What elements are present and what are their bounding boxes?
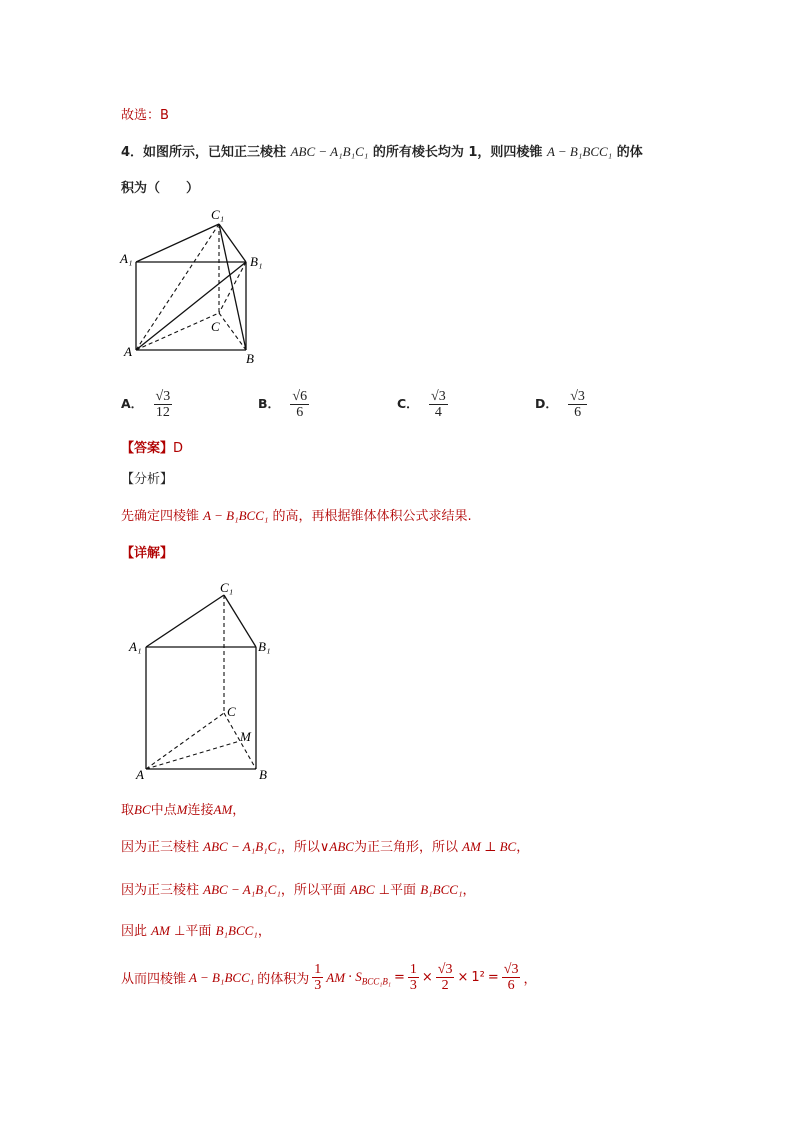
option-c bbox=[397, 389, 448, 420]
solution-line-1: 取BC中点M连接AM， bbox=[121, 802, 246, 818]
option-b-letter: B． bbox=[258, 396, 281, 411]
analysis-expression: A − B₁BCC₁ bbox=[203, 508, 269, 523]
question-number: 4． bbox=[121, 145, 144, 160]
label-m: M bbox=[240, 729, 251, 744]
fraction-root3-over-2: $\frac{√3}{2}$ bbox=[437, 962, 453, 993]
option-d bbox=[535, 389, 587, 420]
label-a: A bbox=[124, 344, 132, 359]
prism-figure-1 bbox=[118, 205, 278, 370]
option-a-letter: A． bbox=[121, 396, 144, 411]
label-b1: B₁ bbox=[250, 254, 263, 269]
label-b: B bbox=[259, 767, 267, 782]
label-a: A bbox=[136, 767, 144, 782]
edge-a1c1 bbox=[146, 595, 224, 647]
solution-line-4: 因此 AM ⊥平面 B₁BCC₁， bbox=[121, 923, 271, 939]
previous-answer bbox=[121, 104, 169, 123]
option-a-fraction: $\frac{√3}{12}$ bbox=[155, 389, 171, 420]
prism-figure-2 bbox=[126, 573, 286, 785]
analysis-tag: 【分析】 bbox=[121, 472, 174, 487]
label-a1: A₁ bbox=[129, 639, 142, 654]
edge-c1b1 bbox=[224, 595, 256, 647]
label-c1: C₁ bbox=[220, 580, 234, 595]
option-a bbox=[121, 389, 172, 420]
label-c: C bbox=[227, 704, 236, 719]
question-text-b: 的所有棱长均为 1，则四棱锥 bbox=[372, 145, 543, 160]
option-c-fraction: $\frac{√3}{4}$ bbox=[431, 389, 446, 420]
label-c1: C₁ bbox=[211, 207, 225, 222]
previous-answer-label: 故选： bbox=[121, 108, 161, 123]
solution-line-5: 从而四棱锥 A − B₁BCC₁ 的体积为 $\frac{1}{3}$ AM · $S_{BCC_1B_1}$ = $\frac{1}{3}$ × $\frac{√3}{2}$ × 1² = $\frac{√3}{6}$ ， bbox=[121, 962, 537, 993]
label-a1: A₁ bbox=[120, 251, 133, 266]
solution-line-2: 因为正三棱柱 ABC − A₁B₁C₁，所以∨ABC为正三角形，所以 AM ⊥ BC， bbox=[121, 839, 530, 855]
edge-ac bbox=[146, 713, 224, 769]
answer-value: D bbox=[173, 441, 184, 456]
answer-line bbox=[121, 437, 183, 456]
previous-answer-value: B bbox=[160, 108, 169, 123]
prism-expression: ABC − A₁B₁C₁ bbox=[290, 144, 369, 159]
answer-tag: 【答案】 bbox=[121, 441, 174, 456]
option-c-letter: C． bbox=[397, 396, 419, 411]
area-symbol: $S_{BCC_1B_1}$ bbox=[355, 968, 391, 987]
question-line-2: 积为（ ） bbox=[121, 181, 200, 196]
fraction-one-third: $\frac{1}{3}$ bbox=[314, 962, 322, 993]
fraction-one-third-2: $\frac{1}{3}$ bbox=[409, 962, 417, 993]
option-b-fraction: $\frac{√6}{6}$ bbox=[292, 389, 308, 420]
detail-tag: 【详解】 bbox=[121, 546, 174, 561]
option-b bbox=[258, 389, 309, 420]
analysis-text: 先确定四棱锥 A − B₁BCC₁ 的高，再根据锥体体积公式求结果. bbox=[121, 508, 472, 524]
solution-line-3: 因为正三棱柱 ABC − A₁B₁C₁，所以平面 ABC ⊥平面 B₁BCC₁， bbox=[121, 882, 476, 898]
fraction-root3-over-6: $\frac{√3}{6}$ bbox=[503, 962, 519, 993]
option-d-fraction: $\frac{√3}{6}$ bbox=[570, 389, 585, 420]
question-text-c: 的体 bbox=[616, 145, 643, 160]
question-text-a: 如图所示，已知正三棱柱 bbox=[143, 145, 287, 160]
option-d-letter: D． bbox=[535, 396, 558, 411]
label-b: B bbox=[246, 351, 254, 366]
label-b1: B₁ bbox=[258, 639, 271, 654]
segment-b1c bbox=[219, 262, 246, 313]
question-line-1 bbox=[121, 141, 643, 160]
pyramid-expression: A − B₁BCC₁ bbox=[546, 144, 613, 159]
label-c: C bbox=[211, 319, 220, 334]
segment-am bbox=[146, 741, 240, 769]
